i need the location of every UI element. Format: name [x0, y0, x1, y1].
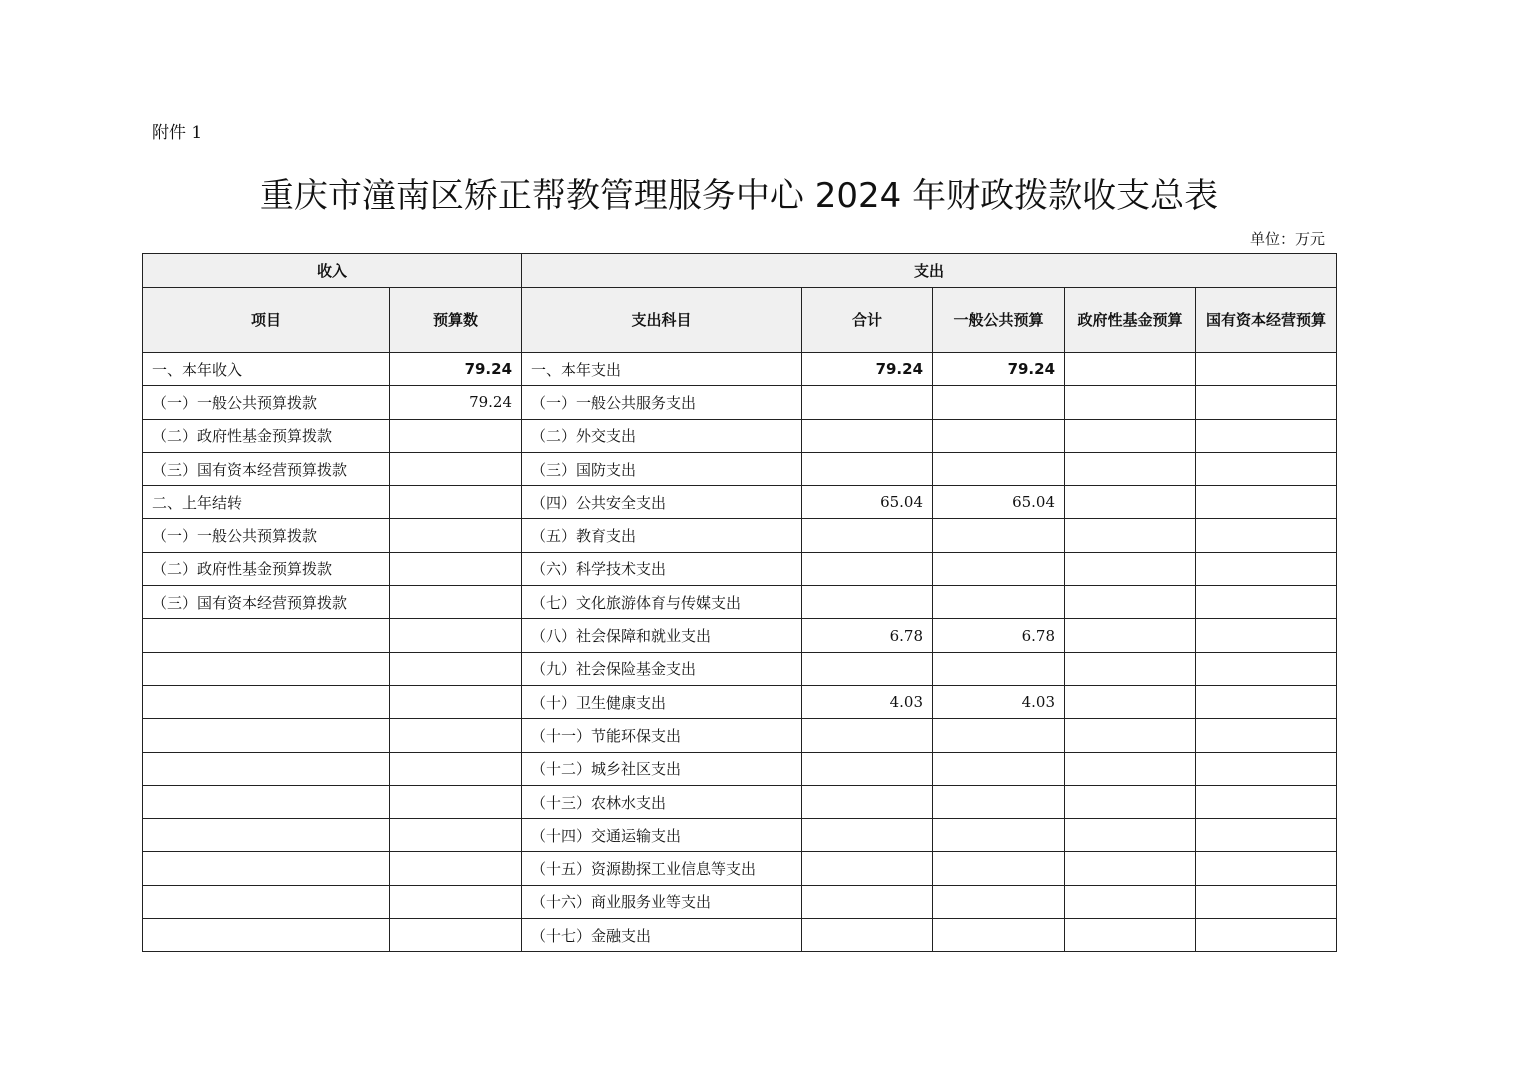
cell-capital [1196, 685, 1337, 718]
cell-general: 4.03 [933, 685, 1065, 718]
cell-general [933, 752, 1065, 785]
cell-budget [390, 486, 522, 519]
cell-subject: （一）一般公共服务支出 [522, 386, 802, 419]
cell-subject: （十七）金融支出 [522, 919, 802, 952]
gov-fund-header: 政府性基金预算 [1065, 288, 1196, 353]
cell-total [802, 785, 933, 818]
cell-subject: （十三）农林水支出 [522, 785, 802, 818]
cell-capital [1196, 419, 1337, 452]
table-row [143, 486, 1337, 519]
cell-subject: （五）教育支出 [522, 519, 802, 552]
cell-total [802, 852, 933, 885]
cell-budget [390, 819, 522, 852]
table-row [143, 685, 1337, 718]
cell-budget [390, 752, 522, 785]
cell-general [933, 586, 1065, 619]
cell-item [143, 619, 390, 652]
cell-budget [390, 719, 522, 752]
cell-capital [1196, 819, 1337, 852]
cell-total: 4.03 [802, 685, 933, 718]
budget-header: 预算数 [390, 288, 522, 353]
cell-general [933, 919, 1065, 952]
cell-item [143, 719, 390, 752]
expense-subject-header: 支出科目 [522, 288, 802, 353]
table-row [143, 785, 1337, 818]
cell-capital [1196, 852, 1337, 885]
cell-general: 65.04 [933, 486, 1065, 519]
expense-header: 支出 [522, 254, 1337, 288]
item-header: 项目 [143, 288, 390, 353]
cell-budget [390, 885, 522, 918]
cell-fund [1065, 719, 1196, 752]
cell-budget [390, 919, 522, 952]
cell-item [143, 785, 390, 818]
cell-total: 79.24 [802, 353, 933, 386]
cell-item: （二）政府性基金预算拨款 [143, 552, 390, 585]
table-row [143, 852, 1337, 885]
cell-total: 65.04 [802, 486, 933, 519]
cell-fund [1065, 852, 1196, 885]
table-body [143, 353, 1337, 952]
cell-budget: 79.24 [390, 353, 522, 386]
cell-fund [1065, 552, 1196, 585]
table-row [143, 919, 1337, 952]
cell-subject: （四）公共安全支出 [522, 486, 802, 519]
cell-general [933, 852, 1065, 885]
cell-item: （一）一般公共预算拨款 [143, 519, 390, 552]
cell-subject: （十）卫生健康支出 [522, 685, 802, 718]
cell-fund [1065, 785, 1196, 818]
table-row [143, 386, 1337, 419]
cell-fund [1065, 685, 1196, 718]
cell-item: （二）政府性基金预算拨款 [143, 419, 390, 452]
cell-item: （一）一般公共预算拨款 [143, 386, 390, 419]
cell-general: 79.24 [933, 353, 1065, 386]
table-row [143, 719, 1337, 752]
cell-total [802, 452, 933, 485]
cell-budget [390, 452, 522, 485]
cell-capital [1196, 552, 1337, 585]
table-row [143, 353, 1337, 386]
document-title: 重庆市潼南区矫正帮教管理服务中心 2024 年财政拨款收支总表 [259, 176, 1219, 216]
table-row [143, 552, 1337, 585]
general-public-header: 一般公共预算 [933, 288, 1065, 353]
cell-budget [390, 619, 522, 652]
cell-total [802, 386, 933, 419]
cell-fund [1065, 752, 1196, 785]
cell-fund [1065, 452, 1196, 485]
cell-budget [390, 652, 522, 685]
cell-budget [390, 586, 522, 619]
cell-general [933, 519, 1065, 552]
cell-fund [1065, 353, 1196, 386]
cell-capital [1196, 752, 1337, 785]
total-header: 合计 [802, 288, 933, 353]
cell-total [802, 519, 933, 552]
cell-general [933, 885, 1065, 918]
table-row [143, 586, 1337, 619]
cell-capital [1196, 719, 1337, 752]
cell-fund [1065, 819, 1196, 852]
cell-subject: （三）国防支出 [522, 452, 802, 485]
cell-item [143, 819, 390, 852]
cell-subject: （十六）商业服务业等支出 [522, 885, 802, 918]
table-row [143, 752, 1337, 785]
cell-total [802, 652, 933, 685]
cell-subject: （十五）资源勘探工业信息等支出 [522, 852, 802, 885]
cell-total [802, 919, 933, 952]
cell-general [933, 386, 1065, 419]
state-capital-header: 国有资本经营预算 [1196, 288, 1337, 353]
cell-general [933, 452, 1065, 485]
cell-item [143, 685, 390, 718]
cell-item: （三）国有资本经营预算拨款 [143, 586, 390, 619]
cell-capital [1196, 386, 1337, 419]
cell-general [933, 819, 1065, 852]
cell-capital [1196, 486, 1337, 519]
table-row [143, 819, 1337, 852]
cell-total [802, 752, 933, 785]
cell-total [802, 586, 933, 619]
cell-capital [1196, 452, 1337, 485]
cell-general [933, 652, 1065, 685]
cell-fund [1065, 619, 1196, 652]
cell-item [143, 919, 390, 952]
cell-fund [1065, 519, 1196, 552]
income-header: 收入 [143, 254, 522, 288]
cell-fund [1065, 652, 1196, 685]
cell-total [802, 885, 933, 918]
cell-total [802, 819, 933, 852]
cell-total [802, 719, 933, 752]
cell-fund [1065, 586, 1196, 619]
cell-fund [1065, 486, 1196, 519]
attachment-label: 附件 1 [152, 123, 203, 143]
cell-fund [1065, 885, 1196, 918]
budget-table [142, 253, 1337, 952]
cell-budget [390, 852, 522, 885]
cell-general [933, 419, 1065, 452]
table-row [143, 885, 1337, 918]
cell-subject: 一、本年支出 [522, 353, 802, 386]
cell-item: 二、上年结转 [143, 486, 390, 519]
cell-budget: 79.24 [390, 386, 522, 419]
cell-subject: （十四）交通运输支出 [522, 819, 802, 852]
cell-subject: （八）社会保障和就业支出 [522, 619, 802, 652]
cell-subject: （六）科学技术支出 [522, 552, 802, 585]
table-row [143, 652, 1337, 685]
cell-total: 6.78 [802, 619, 933, 652]
cell-budget [390, 419, 522, 452]
cell-total [802, 419, 933, 452]
cell-capital [1196, 919, 1337, 952]
table-row [143, 419, 1337, 452]
cell-budget [390, 785, 522, 818]
cell-budget [390, 519, 522, 552]
cell-capital [1196, 519, 1337, 552]
cell-budget [390, 685, 522, 718]
cell-item [143, 852, 390, 885]
cell-subject: （十一）节能环保支出 [522, 719, 802, 752]
cell-capital [1196, 619, 1337, 652]
cell-capital [1196, 586, 1337, 619]
cell-subject: （九）社会保险基金支出 [522, 652, 802, 685]
table-row [143, 619, 1337, 652]
cell-budget [390, 552, 522, 585]
cell-general [933, 552, 1065, 585]
cell-fund [1065, 919, 1196, 952]
cell-item: （三）国有资本经营预算拨款 [143, 452, 390, 485]
cell-item [143, 652, 390, 685]
cell-fund [1065, 419, 1196, 452]
cell-subject: （七）文化旅游体育与传媒支出 [522, 586, 802, 619]
unit-label: 单位：万元 [1249, 230, 1325, 248]
cell-item [143, 752, 390, 785]
cell-total [802, 552, 933, 585]
cell-capital [1196, 785, 1337, 818]
cell-subject: （二）外交支出 [522, 419, 802, 452]
cell-capital [1196, 353, 1337, 386]
cell-general [933, 785, 1065, 818]
cell-item [143, 885, 390, 918]
cell-capital [1196, 885, 1337, 918]
cell-fund [1065, 386, 1196, 419]
cell-subject: （十二）城乡社区支出 [522, 752, 802, 785]
cell-general [933, 719, 1065, 752]
table-row [143, 452, 1337, 485]
cell-general: 6.78 [933, 619, 1065, 652]
cell-item: 一、本年收入 [143, 353, 390, 386]
table-row [143, 519, 1337, 552]
cell-capital [1196, 652, 1337, 685]
